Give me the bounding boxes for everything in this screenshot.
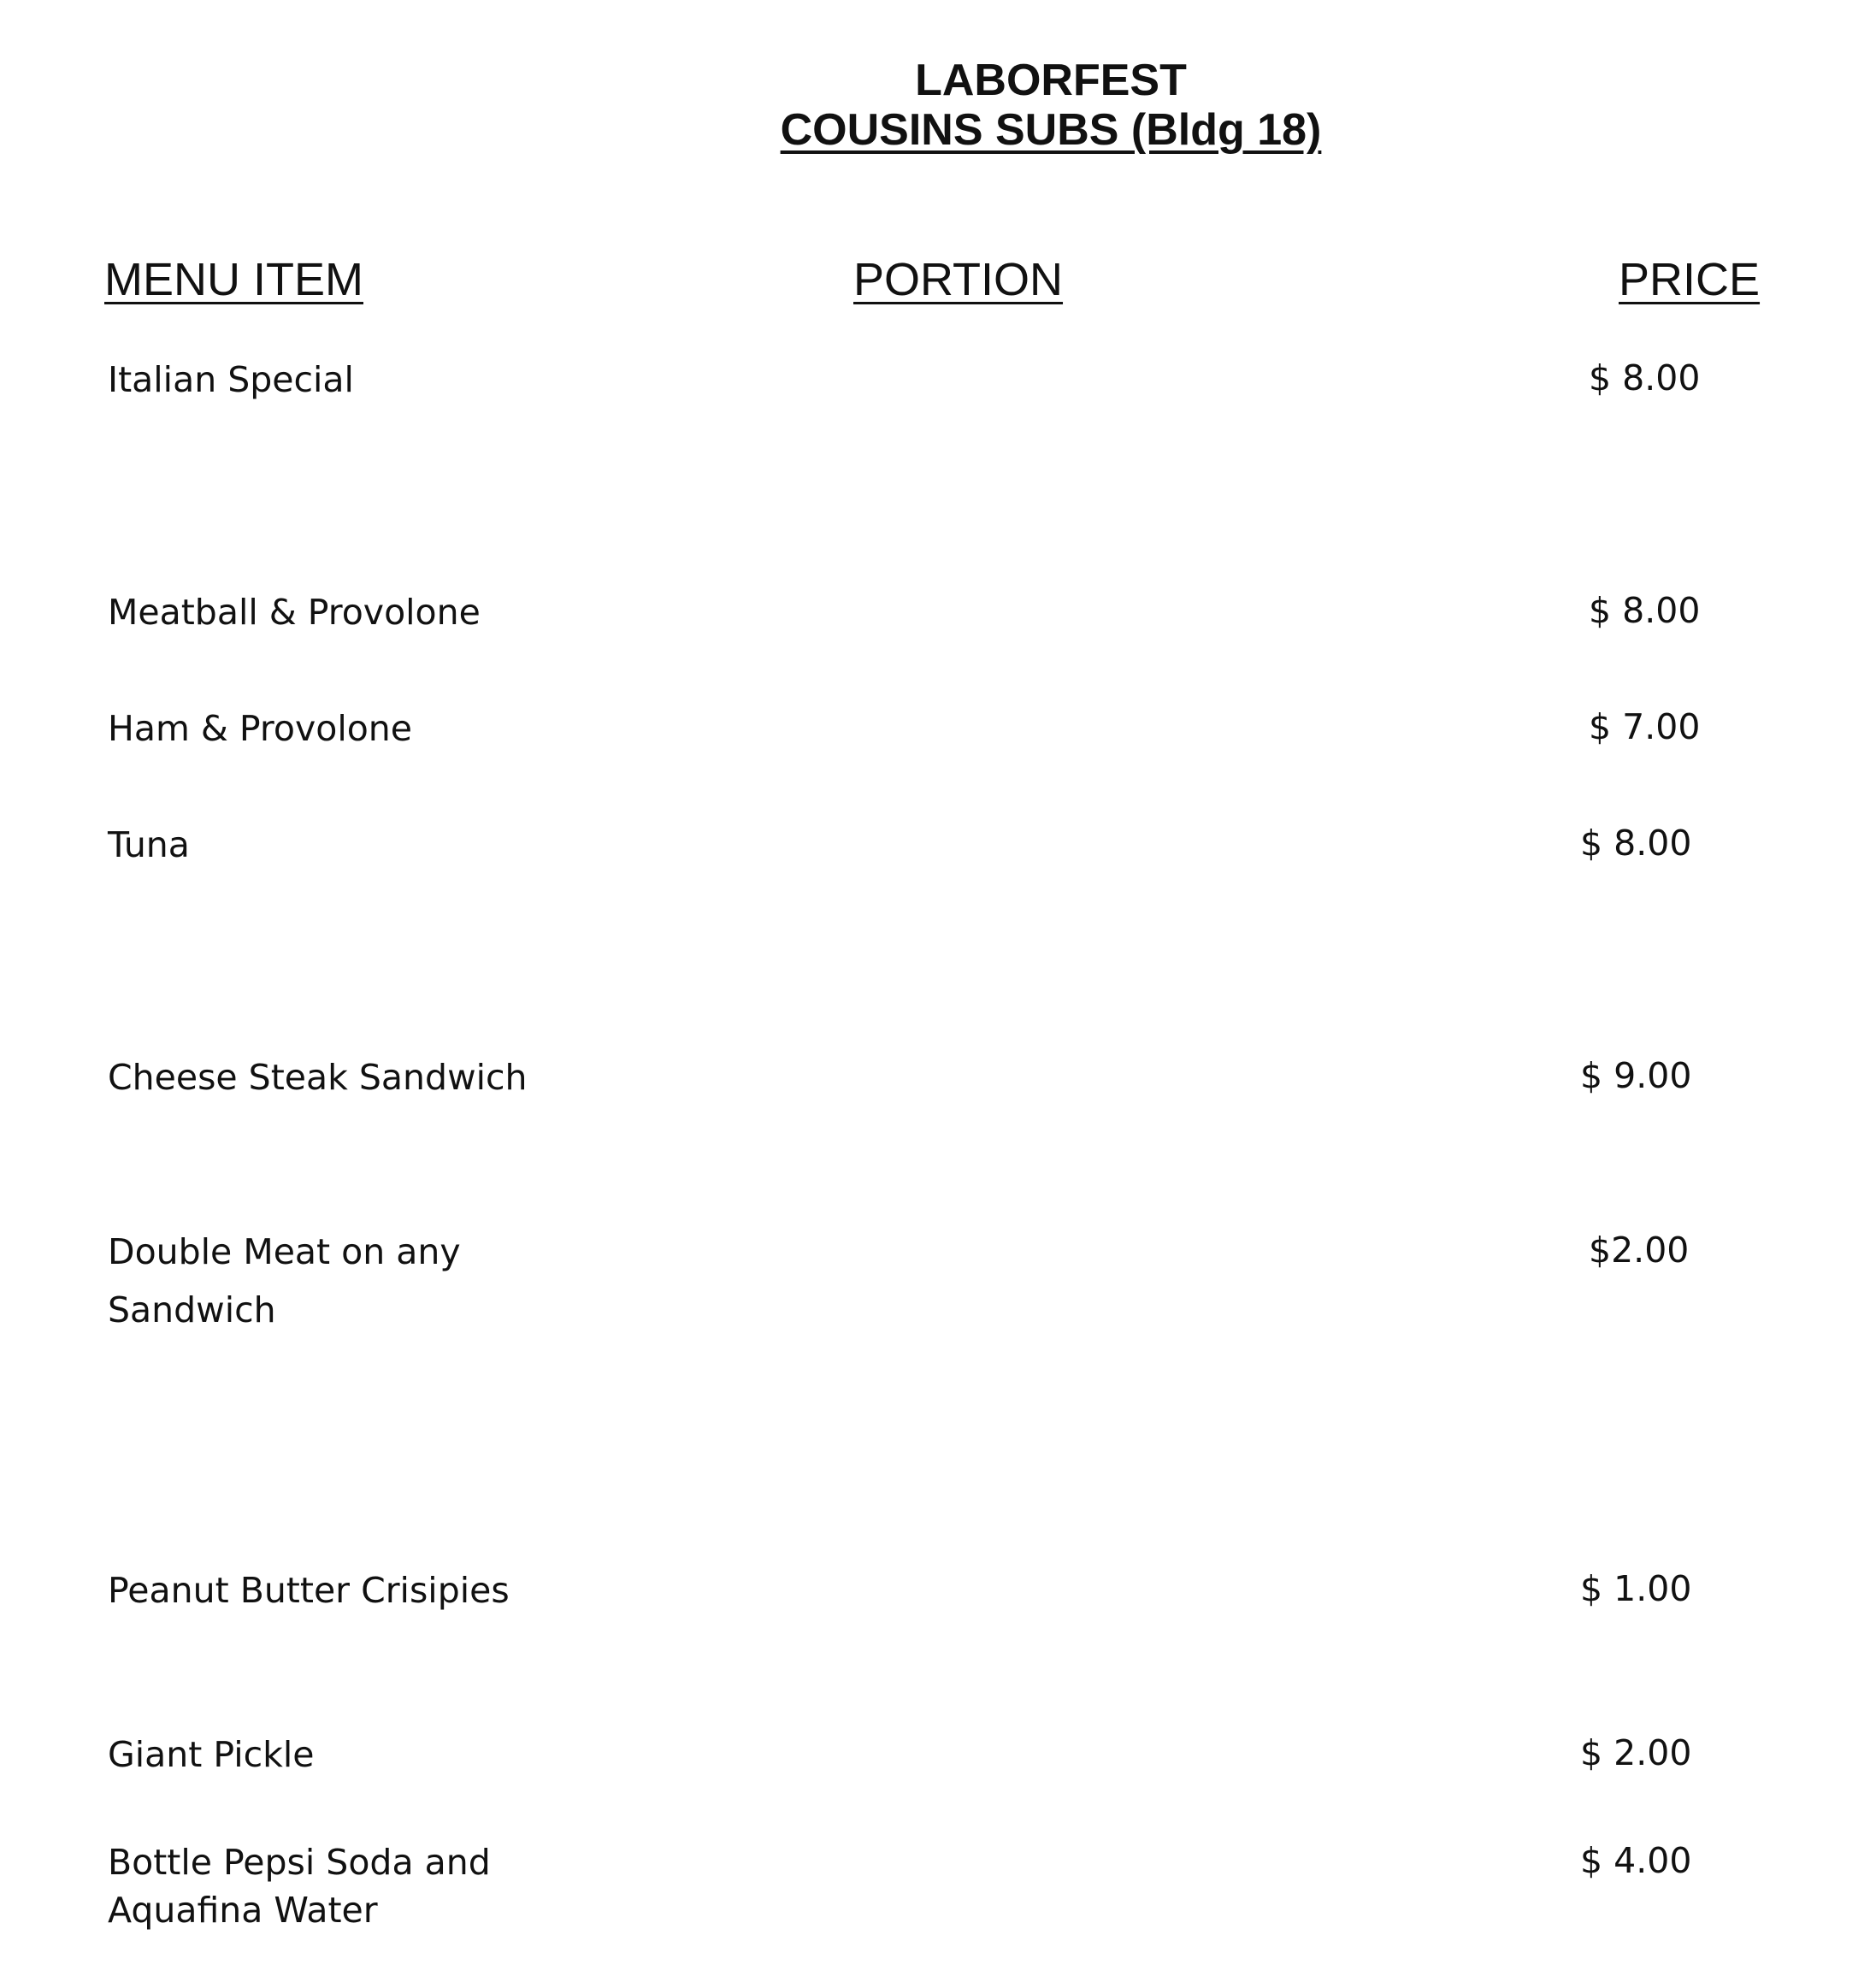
menu-item-price: $ 4.00 xyxy=(1580,1840,1692,1881)
menu-item-name: Tuna xyxy=(108,824,190,865)
menu-title: LABORFEST xyxy=(915,56,1187,105)
menu-item-price: $ 8.00 xyxy=(1580,823,1692,864)
menu-item-price: $ 8.00 xyxy=(1589,357,1701,398)
column-header-portion: PORTION xyxy=(853,254,1064,305)
menu-item-name: Peanut Butter Crisipies xyxy=(108,1570,510,1611)
menu-item-price: $ 2.00 xyxy=(1580,1732,1692,1773)
menu-item-price: $ 9.00 xyxy=(1580,1055,1692,1096)
menu-item-name: Ham & Provolone xyxy=(108,708,413,749)
menu-item-name: Cheese Steak Sandwich xyxy=(108,1057,528,1098)
column-header-menu-item: MENU ITEM xyxy=(104,254,363,305)
menu-item-name-continued: Sandwich xyxy=(108,1289,276,1330)
menu-item-name: Meatball & Provolone xyxy=(108,592,481,633)
menu-item-name-continued: Aquafina Water xyxy=(108,1890,378,1931)
menu-item-price: $ 7.00 xyxy=(1589,706,1701,747)
menu-subtitle: COUSINS SUBS (Bldg 18) xyxy=(780,105,1322,155)
menu-item-price: $2.00 xyxy=(1589,1230,1690,1271)
menu-item-price: $ 1.00 xyxy=(1580,1568,1692,1609)
column-header-price: PRICE xyxy=(1619,254,1761,305)
menu-item-name: Double Meat on any xyxy=(108,1231,461,1272)
menu-item-name: Giant Pickle xyxy=(108,1734,315,1775)
menu-item-price: $ 8.00 xyxy=(1589,590,1701,631)
menu-item-name: Bottle Pepsi Soda and xyxy=(108,1842,491,1883)
menu-item-name: Italian Special xyxy=(108,359,354,400)
